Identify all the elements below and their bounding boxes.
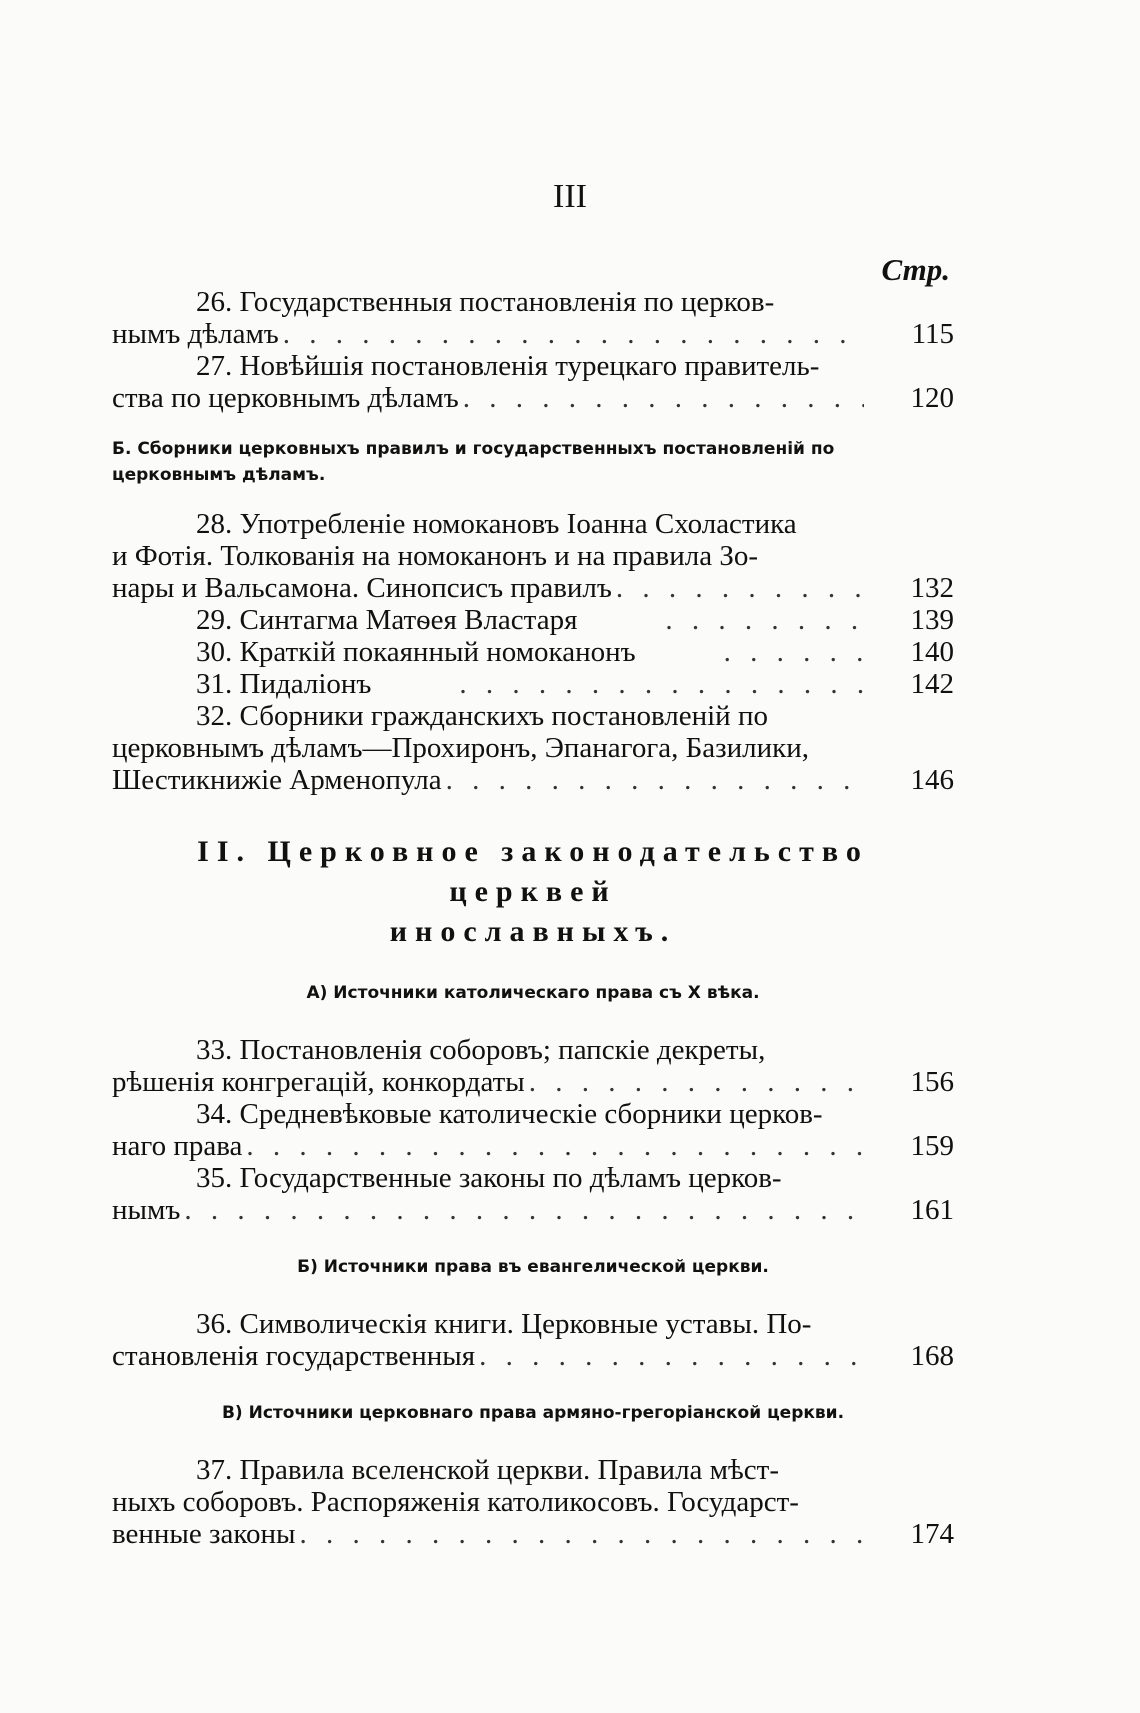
toc-entry xyxy=(112,668,954,700)
toc-entry-text: наго права xyxy=(112,1130,243,1162)
entries-a xyxy=(112,286,954,414)
dot-leader xyxy=(581,604,864,636)
toc-entry-page: 156 xyxy=(910,1066,954,1098)
toc-entry-line: 28. Употребленіе номокановъ Іоанна Схоластика xyxy=(196,508,797,540)
toc-entry-line xyxy=(112,668,864,700)
toc-entry-page: 146 xyxy=(910,764,954,796)
toc-entry-text: Шестикнижіе Арменопула xyxy=(112,764,442,796)
toc-entry xyxy=(112,350,954,414)
page-number: III xyxy=(553,178,587,215)
dot-leader xyxy=(529,1066,864,1098)
toc-entry-text: 29. Синтагма Матѳея Властаря xyxy=(196,604,578,636)
toc-entry-line: и Фотія. Толкованія на номоканонъ и на правила Зо- xyxy=(112,540,759,572)
toc-entry-line xyxy=(112,318,864,350)
toc-entry xyxy=(112,1454,954,1550)
toc-entry-page: 115 xyxy=(911,318,954,350)
toc-entry-page: 174 xyxy=(910,1518,954,1550)
toc-entry-line: 35. Государственные законы по дѣламъ церков- xyxy=(196,1162,782,1194)
toc-entry-line xyxy=(112,636,864,668)
toc-entry-line xyxy=(112,1340,864,1372)
heading-ii-a: А) Источники католическаго права съ X вѣка. xyxy=(306,983,760,1003)
entries-b xyxy=(112,508,954,796)
toc-entry-text: нымъ xyxy=(112,1194,181,1226)
toc-entry xyxy=(112,636,954,668)
dot-leader xyxy=(616,572,864,604)
entries-ii-c xyxy=(112,1454,954,1550)
toc-entry-line: 33. Постановленія соборовъ; папскіе декреты, xyxy=(196,1034,766,1066)
toc-entry-line: 27. Новѣйшія постановленія турецкаго правитель- xyxy=(196,350,820,382)
toc-entry xyxy=(112,700,954,796)
toc-entry xyxy=(112,1034,954,1098)
toc-entry-page: 168 xyxy=(910,1340,954,1372)
toc-entry-line: 37. Правила вселенской церкви. Правила мѣст- xyxy=(196,1454,779,1486)
toc-entry-page: 120 xyxy=(910,382,954,414)
toc-entry-line: ныхъ соборовъ. Распоряженія католикосовъ. Государст- xyxy=(112,1486,799,1518)
toc-entry-line: 32. Сборники гражданскихъ постановленій по xyxy=(196,700,768,732)
toc-entry-line xyxy=(112,764,864,796)
toc-entry-line xyxy=(112,1518,864,1550)
toc-entry-page: 132 xyxy=(910,572,954,604)
page-column-label: Стр. xyxy=(881,252,950,287)
entries-ii-b xyxy=(112,1308,954,1372)
toc-entry xyxy=(112,1162,954,1226)
toc-entry xyxy=(112,604,954,636)
toc-entry-line xyxy=(112,1066,864,1098)
toc-entry-line xyxy=(112,572,864,604)
toc-entry-page: 140 xyxy=(910,636,954,668)
heading-ii-c: В) Источники церковнаго права армяно-грегоріанской церкви. xyxy=(221,1403,845,1423)
toc-entry-text: ства по церковнымъ дѣламъ xyxy=(112,382,459,414)
toc-entry-line: церковнымъ дѣламъ—Прохиронъ, Эпанагога, Базилики, xyxy=(112,732,809,764)
toc-entry-text: 31. Пидаліонъ xyxy=(196,668,372,700)
table-of-contents xyxy=(112,286,954,1550)
toc-entry-text: нары и Вальсамона. Синопсисъ правилъ xyxy=(112,572,612,604)
dot-leader xyxy=(640,636,864,668)
dot-leader xyxy=(463,382,864,414)
toc-entry-page: 139 xyxy=(910,604,954,636)
dot-leader xyxy=(375,668,864,700)
toc-entry xyxy=(112,286,954,350)
toc-entry-line: 34. Средневѣковые католическіе сборники церков- xyxy=(196,1098,823,1130)
toc-entry-line: 36. Символическія книги. Церковные уставы. По- xyxy=(196,1308,812,1340)
toc-entry xyxy=(112,1098,954,1162)
toc-entry-line xyxy=(112,382,864,414)
dot-leader xyxy=(246,1130,864,1162)
toc-entry-page: 142 xyxy=(910,668,954,700)
dot-leader xyxy=(300,1518,865,1550)
toc-entry-line xyxy=(112,604,864,636)
section-ii-line1: II. Церковное законодательство церквей xyxy=(197,835,869,908)
toc-entry-line xyxy=(112,1130,864,1162)
section-ii-line2: инославныхъ. xyxy=(389,915,677,948)
toc-entry-page: 161 xyxy=(910,1194,954,1226)
toc-entry xyxy=(112,508,954,604)
heading-b: Б. Сборники церковныхъ правилъ и государственныхъ постановленій по церковнымъ дѣламъ. xyxy=(112,439,835,485)
heading-ii-b: Б) Источники права въ евангелической церкви. xyxy=(297,1257,769,1277)
toc-entry-line xyxy=(112,1194,864,1226)
toc-entry-text: становленія государственныя xyxy=(112,1340,476,1372)
toc-entry xyxy=(112,1308,954,1372)
toc-entry-text: 30. Краткій покаянный номоканонъ xyxy=(196,636,636,668)
dot-leader xyxy=(184,1194,864,1226)
dot-leader xyxy=(446,764,864,796)
toc-entry-page: 159 xyxy=(910,1130,954,1162)
dot-leader xyxy=(479,1340,864,1372)
toc-entry-line: 26. Государственныя постановленія по церков- xyxy=(196,286,775,318)
entries-ii-a xyxy=(112,1034,954,1226)
toc-entry-text: нымъ дѣламъ xyxy=(112,318,279,350)
dot-leader xyxy=(283,318,864,350)
section-ii-heading xyxy=(112,832,954,952)
toc-entry-text: венные законы xyxy=(112,1518,296,1550)
toc-entry-text: рѣшенія конгрегацій, конкордаты xyxy=(112,1066,525,1098)
